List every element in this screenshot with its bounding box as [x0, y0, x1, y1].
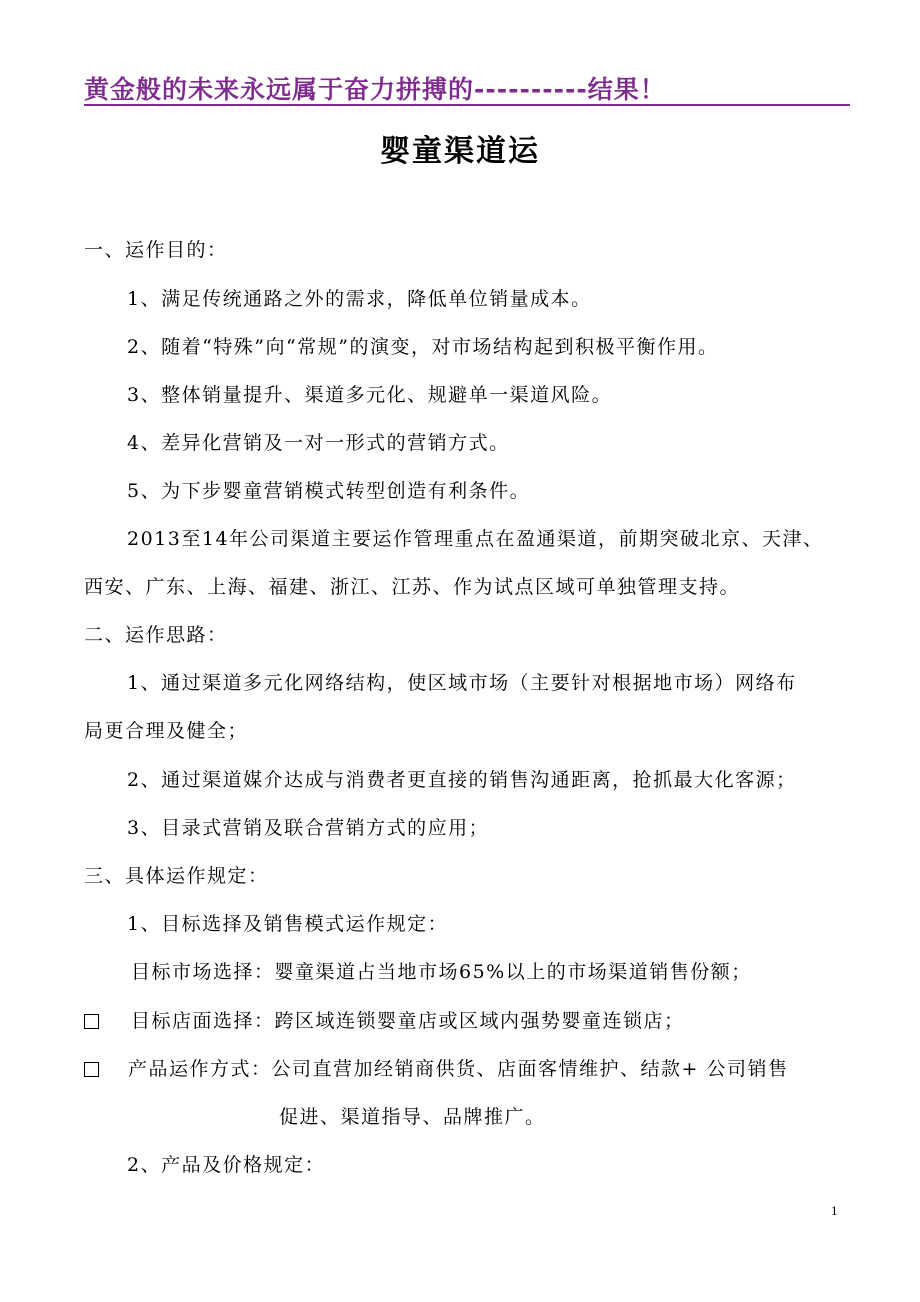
page-number: 1: [831, 1203, 838, 1218]
section-heading: 一、运作目的：: [84, 239, 228, 261]
list-item: 1、满足传统通路之外的需求，降低单位销量成本。: [127, 288, 592, 310]
list-item: 3、整体销量提升、渠道多元化、规避单一渠道风险。: [127, 384, 613, 406]
list-item: 3、目录式营销及联合营销方式的应用；: [127, 817, 490, 839]
list-item-continuation: 促进、渠道指导、品牌推广。: [279, 1106, 546, 1128]
list-item: 5、为下步婴童营销模式转型创造有利条件。: [127, 480, 531, 502]
list-item: 2、产品及价格规定：: [127, 1154, 326, 1176]
paragraph-line: 2013至14年公司渠道主要运作管理重点在盈通渠道，前期突破北京、天津、: [127, 528, 824, 550]
checkbox-icon: [84, 1062, 99, 1077]
list-item: 目标市场选择：婴童渠道占当地市场65%以上的市场渠道销售份额；: [131, 961, 752, 983]
section-heading: 二、运作思路：: [84, 624, 228, 646]
list-item: 2、通过渠道媒介达成与消费者更直接的销售沟通距离，抢抓最大化客源；: [127, 769, 797, 791]
header-rule: [84, 104, 850, 106]
header-motto: 黄金般的未来永远属于奋力拼搏的----------结果！: [84, 75, 666, 104]
list-item: 目标店面选择：跨区域连锁婴童店或区域内强势婴童连锁店；: [131, 1010, 685, 1032]
paragraph-line: 西安、广东、上海、福建、浙江、江苏、作为试点区域可单独管理支持。: [84, 576, 741, 598]
list-item-continuation: 局更合理及健全；: [84, 720, 249, 742]
list-item: 1、通过渠道多元化网络结构，使区域市场（主要针对根据地市场）网络布: [127, 672, 797, 694]
document-title: 婴童渠道运: [380, 134, 540, 169]
list-item: 4、差异化营销及一对一形式的营销方式。: [127, 432, 510, 454]
list-item: 产品运作方式：公司直营加经销商供货、店面客情维护、结款+ 公司销售: [128, 1058, 789, 1080]
section-heading: 三、具体运作规定：: [84, 865, 269, 887]
list-item: 1、目标选择及销售模式运作规定：: [127, 913, 449, 935]
checkbox-icon: [84, 1014, 99, 1029]
list-item: 2、随着“特殊”向“常规”的演变，对市场结构起到积极平衡作用。: [127, 336, 719, 358]
